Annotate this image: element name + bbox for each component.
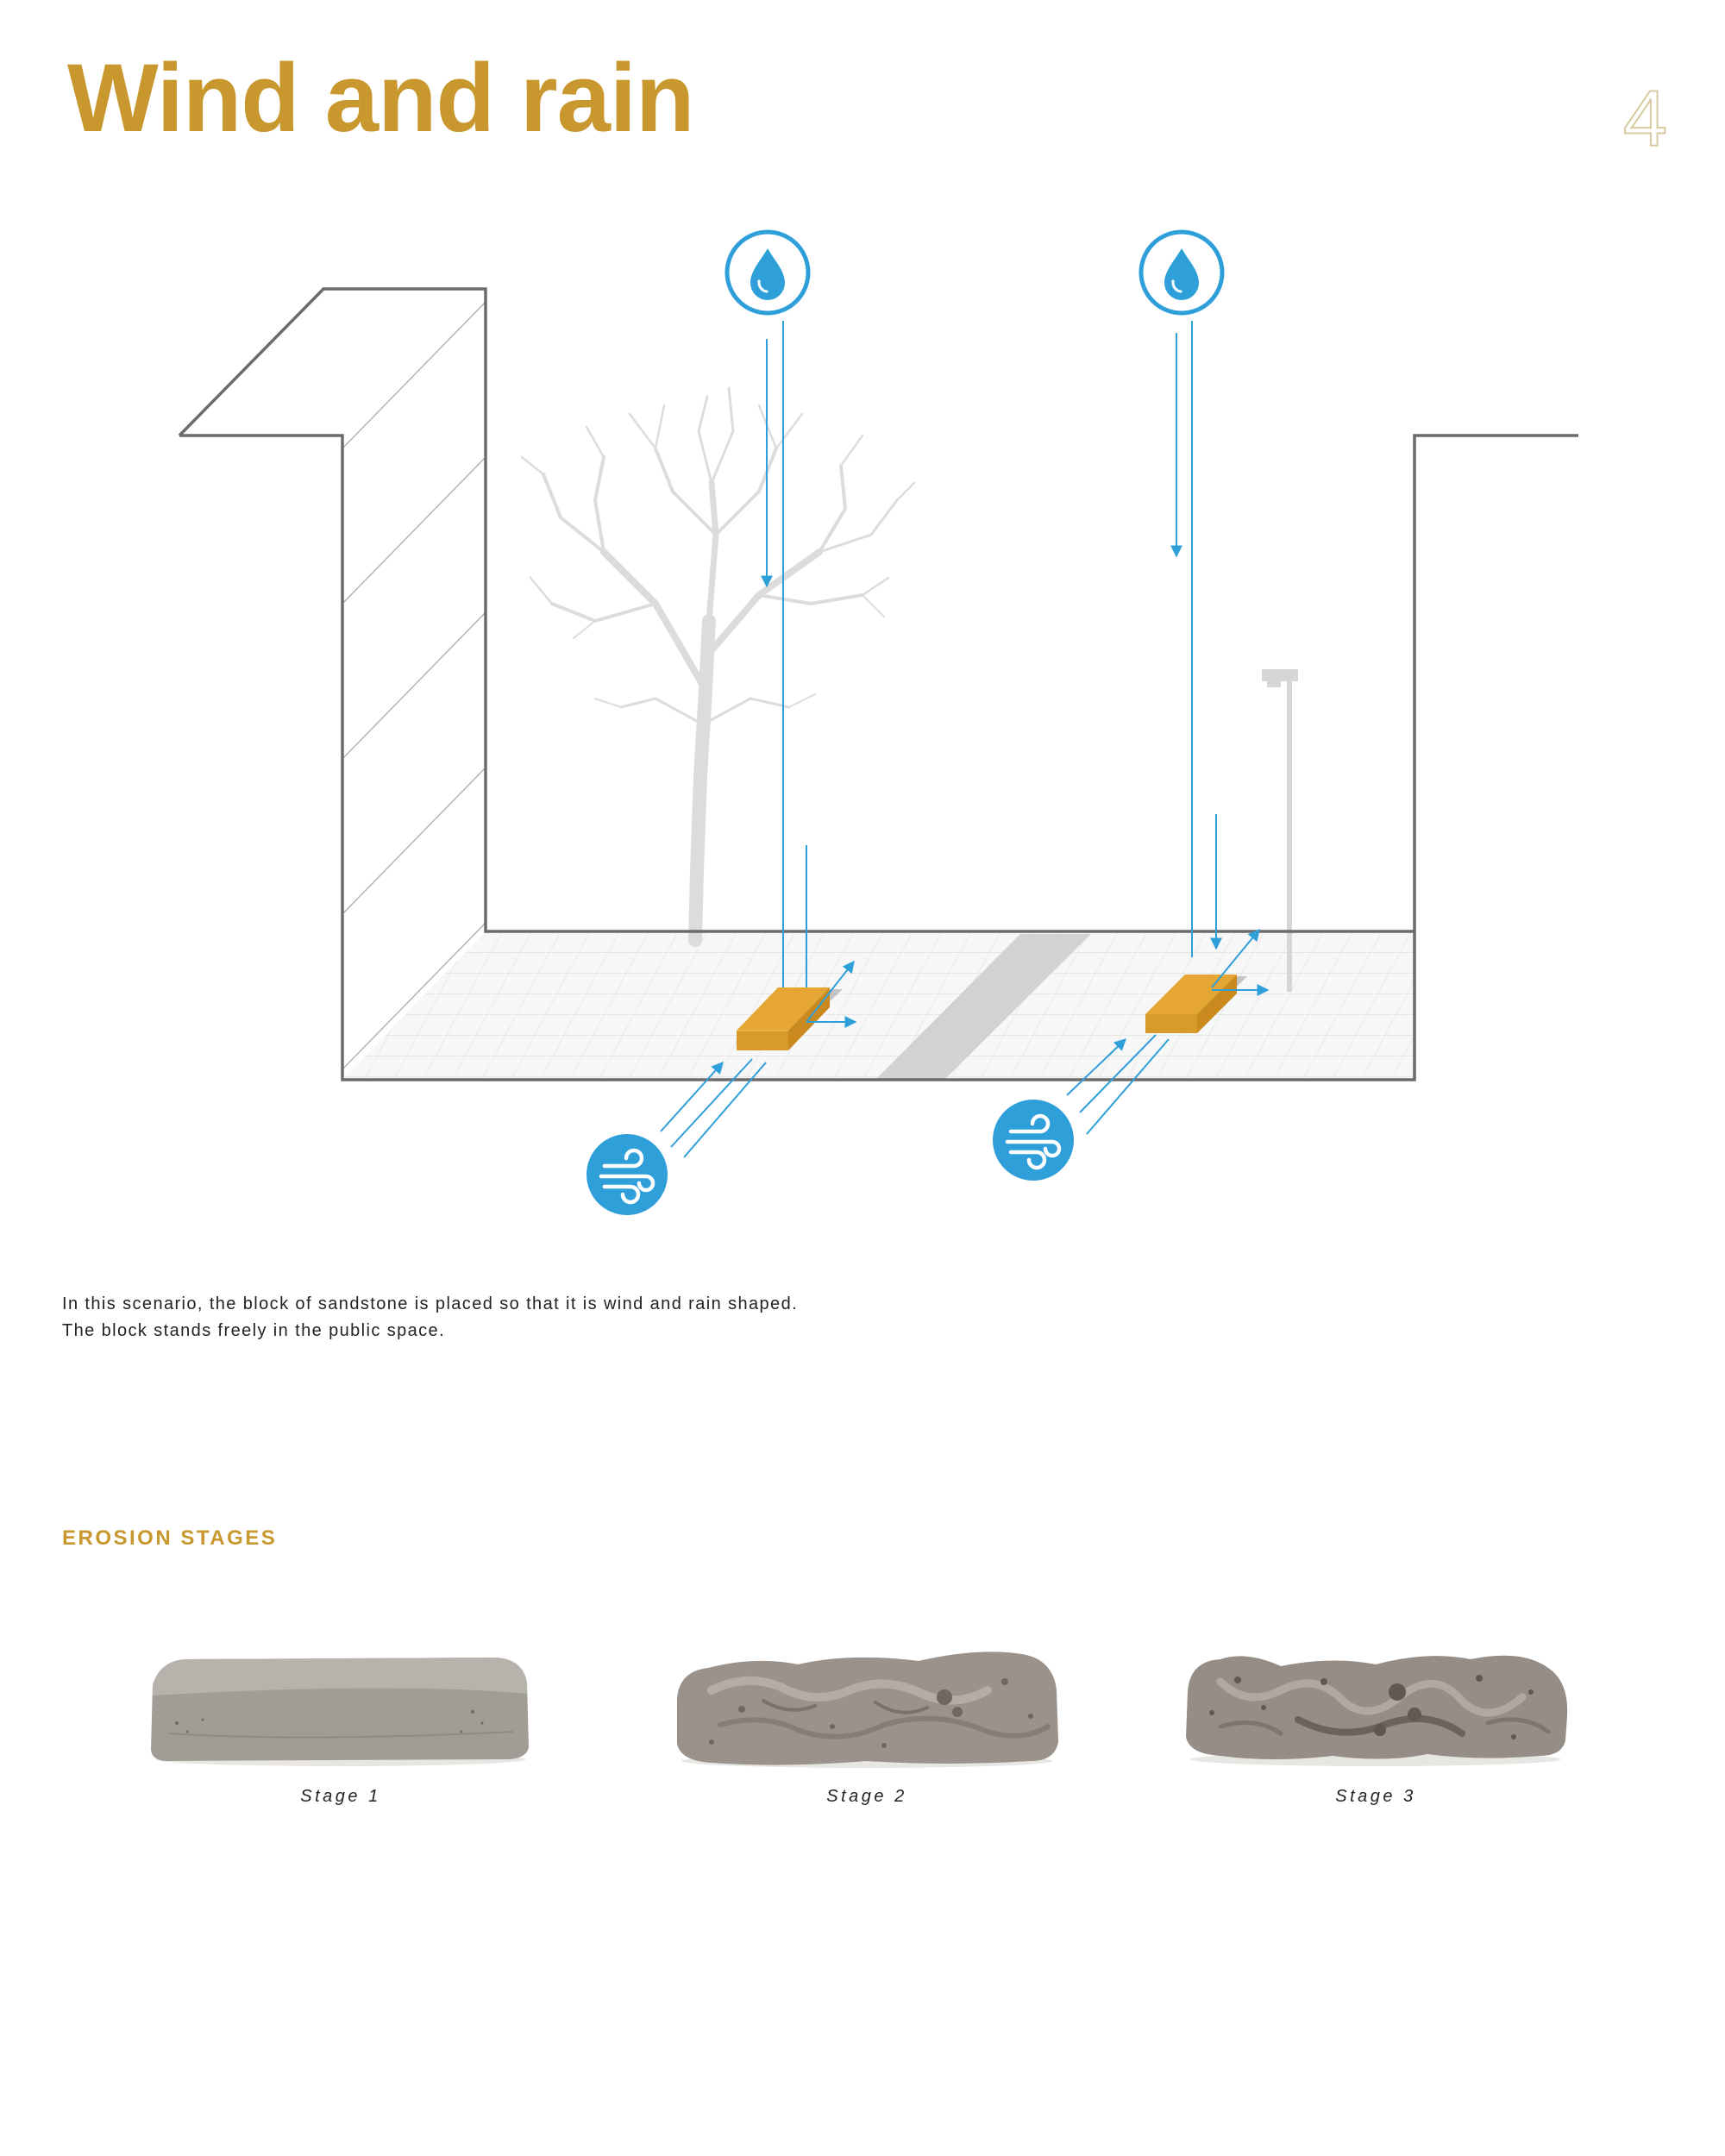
- erosion-stage-2: [660, 1630, 1074, 1806]
- stage-label: Stage 3: [1335, 1787, 1416, 1806]
- erosion-stage-1: [134, 1630, 548, 1806]
- page-number: 4: [1623, 75, 1668, 163]
- caption-line: In this scenario, the block of sandstone is placed so that it is wind and rain shaped.: [62, 1294, 799, 1313]
- stone-stage-2-image: [660, 1630, 1074, 1785]
- erosion-stage-3: [1169, 1630, 1583, 1806]
- scenario-description: [62, 1291, 798, 1344]
- rain-drop-icon: [727, 232, 808, 313]
- erosion-stages-heading: EROSION STAGES: [62, 1526, 278, 1550]
- caption-line: The block stands freely in the public space.: [62, 1321, 446, 1340]
- rain-drop-icon: [1141, 232, 1222, 313]
- wind-icon: [993, 1100, 1074, 1181]
- stone-stage-3-image: [1169, 1630, 1583, 1785]
- wind-icon: [586, 1134, 668, 1215]
- tree: [522, 388, 914, 940]
- stage-label: Stage 2: [826, 1787, 907, 1806]
- page-title: Wind and rain: [67, 44, 694, 152]
- paved-ground: [342, 931, 1414, 1080]
- rain-lines-left: [767, 321, 806, 1002]
- rain-lines-right: [1176, 321, 1216, 957]
- stone-stage-1-image: [134, 1630, 548, 1785]
- stage-label: Stage 1: [300, 1787, 381, 1806]
